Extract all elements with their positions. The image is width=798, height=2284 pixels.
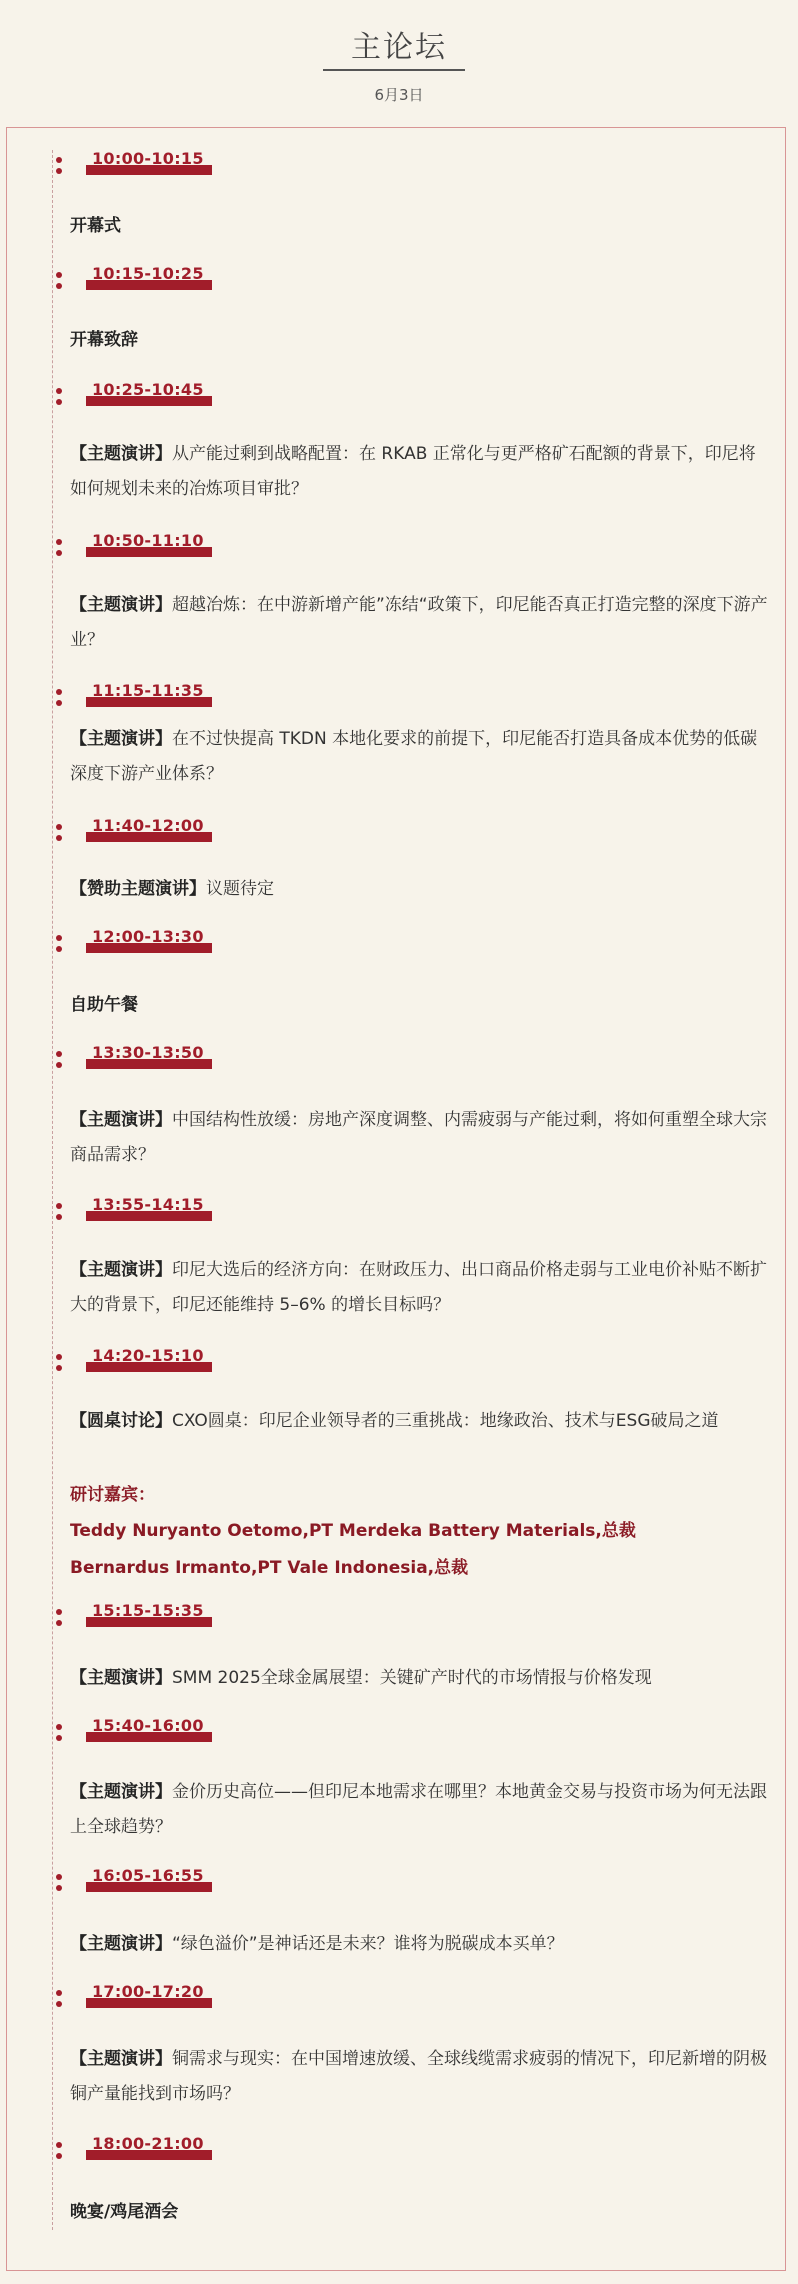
timeline-dots-icon [56, 824, 62, 846]
guest-name: Bernardus Irmanto,PT Vale Indonesia,总裁 [70, 1558, 469, 1578]
session-tag: 【主题演讲】 [70, 1260, 172, 1280]
session-title: 铜需求与现实：在中国增速放缓、全球线缆需求疲弱的情况下，印尼新增的阴极铜产量能找到市场吗？ [70, 2049, 767, 2104]
time-label: 18:00-21:00 [92, 2134, 204, 2153]
session-title: “绿色溢价”是神话还是未来？谁将为脱碳成本买单？ [172, 1934, 564, 1954]
agenda-item [70, 1103, 770, 1173]
timeline-dots-icon [56, 689, 62, 711]
page-title: 主论坛 [351, 30, 447, 65]
session-title: 从产能过剩到战略配置：在 RKAB 正常化与更严格矿石配额的背景下，印尼将如何规划未来的冶炼项目审批？ [70, 444, 756, 499]
session-tag: 【圆桌讨论】 [70, 1411, 172, 1431]
time-label: 12:00-13:30 [92, 927, 204, 946]
timeline-dots-icon [56, 1724, 62, 1746]
agenda-item [70, 1404, 770, 1439]
time-label: 16:05-16:55 [92, 1866, 204, 1885]
agenda-item [70, 1775, 770, 1845]
agenda-item [70, 1661, 770, 1696]
agenda-item [70, 588, 770, 658]
session-title: 中国结构性放缓：房地产深度调整、内需疲弱与产能过剩，将如何重塑全球大宗商品需求？ [70, 1110, 767, 1165]
session-tag: 【赞助主题演讲】 [70, 879, 206, 899]
event-date: 6月3日 [374, 86, 424, 104]
time-label: 10:25-10:45 [92, 380, 204, 399]
guests-label: 研讨嘉宾： [70, 1485, 155, 1505]
session-tag: 【主题演讲】 [70, 1934, 172, 1954]
time-label: 13:30-13:50 [92, 1043, 204, 1062]
agenda-item [70, 722, 770, 792]
timeline-dots-icon [56, 157, 62, 179]
timeline-dots-icon [56, 272, 62, 294]
timeline-dots-icon [56, 1051, 62, 1073]
agenda-item [70, 1927, 770, 1962]
session-title: 议题待定 [206, 879, 274, 899]
timeline-dots-icon [56, 1354, 62, 1376]
time-label: 10:00-10:15 [92, 149, 204, 168]
time-label: 14:20-15:10 [92, 1346, 204, 1365]
agenda-item-title: 自助午餐 [70, 995, 138, 1015]
timeline-dots-icon [56, 2142, 62, 2164]
time-label: 17:00-17:20 [92, 1982, 204, 2001]
time-label: 10:50-11:10 [92, 531, 204, 550]
time-label: 10:15-10:25 [92, 264, 204, 283]
agenda-item [70, 872, 770, 907]
agenda-item [70, 437, 770, 507]
session-tag: 【主题演讲】 [70, 2049, 172, 2069]
session-title: SMM 2025全球金属展望：关键矿产时代的市场情报与价格发现 [172, 1668, 652, 1688]
agenda-item-title: 开幕致辞 [70, 330, 138, 350]
session-title: CXO圆桌：印尼企业领导者的三重挑战：地缘政治、技术与ESG破局之道 [172, 1411, 719, 1431]
time-label: 15:40-16:00 [92, 1716, 204, 1735]
panel-guests [70, 1478, 770, 1587]
session-title: 印尼大选后的经济方向：在财政压力、出口商品价格走弱与工业电价补贴不断扩大的背景下，印尼还能维持 5–6% 的增长目标吗？ [70, 1260, 767, 1315]
timeline-dots-icon [56, 1990, 62, 2012]
session-tag: 【主题演讲】 [70, 1782, 172, 1802]
session-title: 在不过快提高 TKDN 本地化要求的前提下，印尼能否打造具备成本优势的低碳深度下游产业体系？ [70, 729, 758, 784]
timeline-axis [52, 150, 53, 2230]
agenda-item [70, 1253, 770, 1323]
time-label: 11:15-11:35 [92, 681, 204, 700]
agenda-item-title: 晚宴/鸡尾酒会 [70, 2202, 179, 2222]
session-tag: 【主题演讲】 [70, 729, 172, 749]
timeline-dots-icon [56, 1874, 62, 1896]
timeline-dots-icon [56, 1609, 62, 1631]
timeline-dots-icon [56, 539, 62, 561]
time-label: 11:40-12:00 [92, 816, 204, 835]
session-title: 超越冶炼：在中游新增产能”冻结“政策下，印尼能否真正打造完整的深度下游产业？ [70, 595, 768, 650]
timeline-dots-icon [56, 1203, 62, 1225]
timeline-dots-icon [56, 935, 62, 957]
session-title: 金价历史高位——但印尼本地需求在哪里？本地黄金交易与投资市场为何无法跟上全球趋势？ [70, 1782, 767, 1837]
session-tag: 【主题演讲】 [70, 1668, 172, 1688]
header [0, 0, 798, 120]
session-tag: 【主题演讲】 [70, 444, 172, 464]
time-label: 15:15-15:35 [92, 1601, 204, 1620]
time-label: 13:55-14:15 [92, 1195, 204, 1214]
guest-name: Teddy Nuryanto Oetomo,PT Merdeka Battery Materials,总裁 [70, 1521, 636, 1541]
session-tag: 【主题演讲】 [70, 595, 172, 615]
title-divider [323, 69, 465, 71]
agenda-item-title: 开幕式 [70, 216, 121, 236]
agenda-item [70, 2042, 770, 2112]
session-tag: 【主题演讲】 [70, 1110, 172, 1130]
timeline-dots-icon [56, 388, 62, 410]
